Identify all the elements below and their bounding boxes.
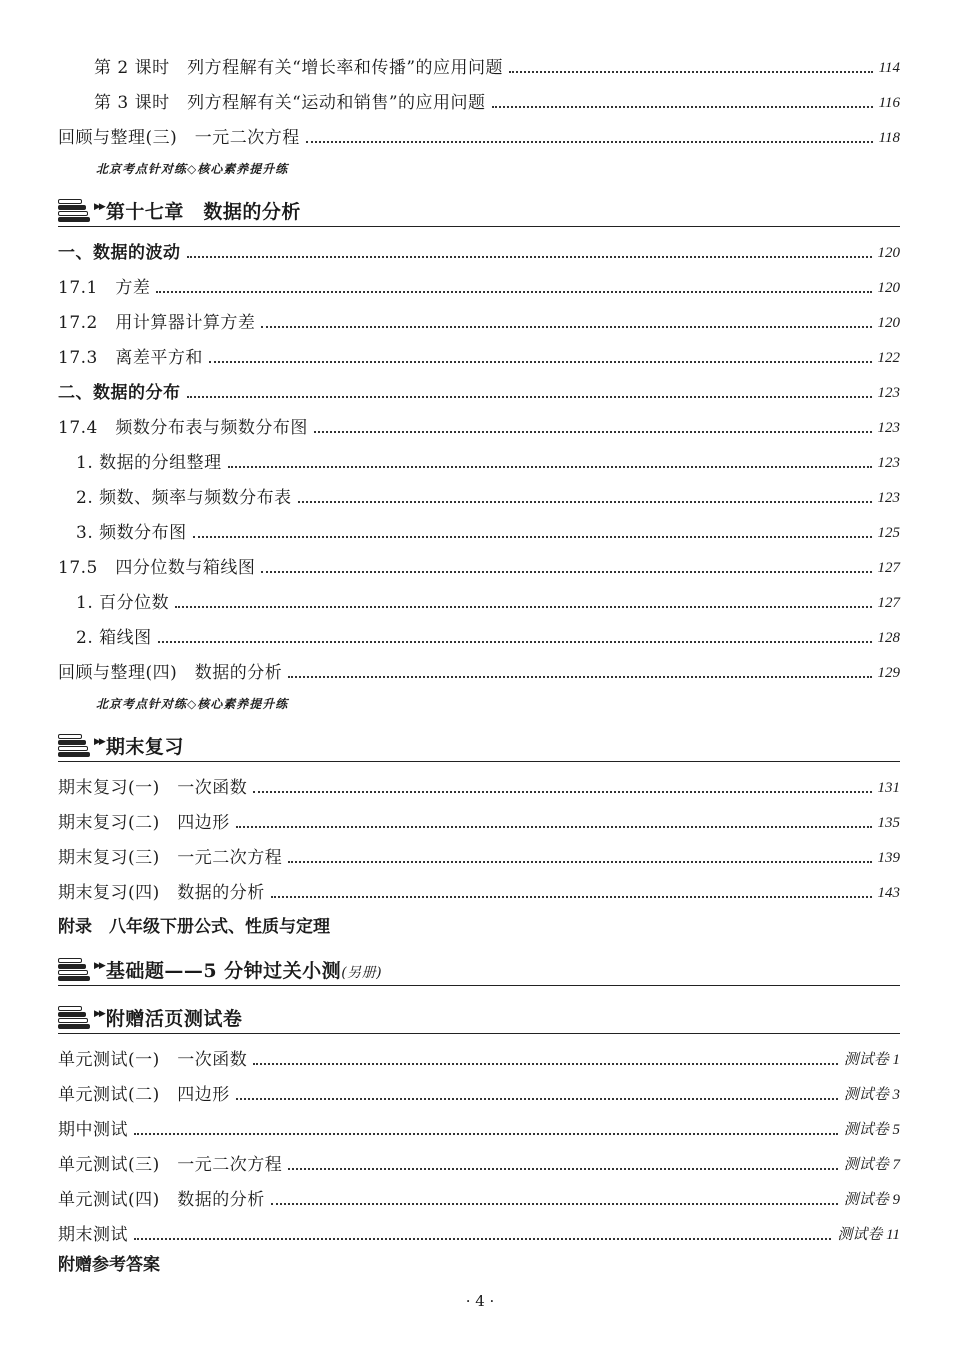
- toc-entry-label: 期末复习(三) 一元二次方程: [58, 848, 283, 868]
- section-title-text: 基础题——5 分钟过关小测: [105, 960, 342, 982]
- leader-dots: [492, 105, 873, 108]
- leader-dots: [253, 790, 871, 793]
- toc-entry-label: 单元测试(二) 四边形: [58, 1085, 230, 1105]
- toc-entry-page: 测试卷 5: [843, 1122, 900, 1138]
- toc-entry-label: 单元测试(四) 数据的分析: [58, 1190, 265, 1210]
- toc-entry-page: 129: [877, 665, 900, 681]
- toc-entry[interactable]: [58, 1075, 900, 1105]
- books-icon: [58, 958, 92, 982]
- toc-entry[interactable]: [58, 653, 900, 683]
- toc-entry-page: 143: [877, 885, 900, 901]
- toc-entry[interactable]: [58, 1040, 900, 1070]
- toc-entry-label: 期末复习(四) 数据的分析: [58, 883, 265, 903]
- toc-entry-label: 2. 频数、频率与频数分布表: [76, 488, 292, 508]
- section-header-chapter17: [58, 196, 900, 227]
- toc-entry-label: 期末测试: [58, 1225, 128, 1245]
- toc-entry[interactable]: [76, 443, 900, 473]
- arrow-icon: ▶▶: [94, 961, 104, 971]
- toc-entry-label: 第 2 课时 列方程解有关“增长率和传播”的应用问题: [94, 58, 504, 78]
- toc-entry[interactable]: [58, 548, 900, 578]
- toc-entry[interactable]: [58, 803, 900, 833]
- toc-entry-page: 123: [877, 455, 900, 471]
- leader-dots: [187, 255, 872, 258]
- toc-entry[interactable]: [94, 48, 900, 78]
- toc-entry-page: 120: [877, 315, 900, 331]
- toc-entry-page: 测试卷 11: [837, 1227, 900, 1243]
- toc-entry-label: 单元测试(一) 一次函数: [58, 1050, 248, 1070]
- leader-dots: [253, 1062, 837, 1065]
- answers-title[interactable]: 附赠参考答案: [58, 1255, 160, 1275]
- leader-dots: [209, 360, 872, 363]
- leader-dots: [236, 1097, 838, 1100]
- toc-entry-page: 125: [877, 525, 900, 541]
- toc-entry-label: 期末复习(二) 四边形: [58, 813, 230, 833]
- toc-entry-page: 120: [877, 280, 900, 296]
- arrow-icon: ▶▶: [94, 202, 104, 212]
- toc-entry[interactable]: [58, 873, 900, 903]
- section-title: 期末复习: [105, 736, 184, 758]
- toc-entry[interactable]: [58, 838, 900, 868]
- toc-entry-page: 123: [877, 420, 900, 436]
- toc-entry-page: 131: [877, 780, 900, 796]
- toc-entry-label: 期中测试: [58, 1120, 128, 1140]
- toc-entry[interactable]: [58, 233, 900, 263]
- leader-dots: [236, 825, 872, 828]
- toc-entry-label: 1. 数据的分组整理: [76, 453, 222, 473]
- toc-entry-page: 135: [877, 815, 900, 831]
- appendix-title[interactable]: 附录 八年级下册公式、性质与定理: [58, 917, 330, 937]
- toc-entry-label: 回顾与整理(三) 一元二次方程: [58, 128, 300, 148]
- section-title-note: (另册): [341, 965, 383, 981]
- toc-entry[interactable]: [58, 1180, 900, 1210]
- toc-entry-page: 123: [877, 385, 900, 401]
- leader-dots: [288, 860, 871, 863]
- leader-dots: [306, 140, 873, 143]
- leader-dots: [288, 675, 871, 678]
- toc-entry[interactable]: [58, 1110, 900, 1140]
- leader-dots: [187, 395, 872, 398]
- toc-entry[interactable]: [58, 1215, 900, 1245]
- toc-entry-page: 122: [877, 350, 900, 366]
- section-title: 第十七章 数据的分析: [105, 201, 301, 223]
- toc-entry-page: 116: [878, 95, 900, 111]
- section-header-tests: [58, 1003, 900, 1034]
- toc-entry[interactable]: [58, 1145, 900, 1175]
- toc-entry-label: 17.1 方差: [58, 278, 151, 298]
- leader-dots: [314, 430, 872, 433]
- leader-dots: [175, 605, 871, 608]
- toc-entry-label: 回顾与整理(四) 数据的分析: [58, 663, 283, 683]
- leader-dots: [288, 1167, 837, 1170]
- section-header-final-review: [58, 731, 900, 762]
- toc-entry-page: 测试卷 3: [843, 1087, 900, 1103]
- books-icon: [58, 734, 92, 758]
- toc-entry[interactable]: [76, 583, 900, 613]
- toc-entry-label: 单元测试(三) 一元二次方程: [58, 1155, 283, 1175]
- toc-entry[interactable]: [58, 768, 900, 798]
- toc-entry[interactable]: [58, 338, 900, 368]
- toc-entry-label: 17.3 离差平方和: [58, 348, 203, 368]
- toc-entry-label: 二、数据的分布: [58, 383, 181, 403]
- toc-entry-page: 128: [877, 630, 900, 646]
- leader-dots: [228, 465, 872, 468]
- leader-dots: [298, 500, 872, 503]
- leader-dots: [134, 1237, 831, 1240]
- toc-entry[interactable]: [58, 118, 900, 148]
- leader-dots: [271, 1202, 838, 1205]
- toc-entry[interactable]: [76, 618, 900, 648]
- practice-note: 北京考点针对练◇核心素养提升练: [96, 697, 289, 711]
- section-title: 附赠活页测试卷: [105, 1008, 243, 1030]
- toc-entry[interactable]: [58, 303, 900, 333]
- toc-entry-page: 123: [877, 490, 900, 506]
- toc-entry[interactable]: [58, 373, 900, 403]
- practice-note: 北京考点针对练◇核心素养提升练: [96, 162, 289, 176]
- toc-entry-page: 127: [877, 595, 900, 611]
- toc-entry[interactable]: [58, 268, 900, 298]
- toc-entry-label: 第 3 课时 列方程解有关“运动和销售”的应用问题: [94, 93, 486, 113]
- toc-entry-label: 17.5 四分位数与箱线图: [58, 558, 256, 578]
- section-title: [106, 956, 382, 983]
- toc-entry-label: 17.2 用计算器计算方差: [58, 313, 256, 333]
- toc-entry-page: 120: [877, 245, 900, 261]
- toc-entry[interactable]: [58, 408, 900, 438]
- toc-entry-label: 17.4 频数分布表与频数分布图: [58, 418, 308, 438]
- toc-entry-label: 一、数据的波动: [58, 243, 181, 263]
- leader-dots: [134, 1132, 838, 1135]
- leader-dots: [261, 325, 871, 328]
- toc-entry-page: 127: [877, 560, 900, 576]
- toc-entry-page: 测试卷 1: [843, 1052, 900, 1068]
- leader-dots: [271, 895, 872, 898]
- leader-dots: [158, 640, 872, 643]
- toc-entry-label: 期末复习(一) 一次函数: [58, 778, 248, 798]
- page-number: · 4 ·: [465, 1292, 495, 1310]
- toc-entry-label: 1. 百分位数: [76, 593, 170, 613]
- toc-entry[interactable]: [76, 478, 900, 508]
- leader-dots: [261, 570, 871, 573]
- leader-dots: [509, 70, 873, 73]
- toc-entry-label: 3. 频数分布图: [76, 523, 187, 543]
- toc-entry-page: 114: [878, 60, 900, 76]
- arrow-icon: ▶▶: [94, 1009, 104, 1019]
- toc-entry-page: 测试卷 7: [843, 1157, 900, 1173]
- toc-entry-page: 测试卷 9: [843, 1192, 900, 1208]
- books-icon: [58, 199, 92, 223]
- books-icon: [58, 1006, 92, 1030]
- section-header-basic-quiz: [58, 955, 900, 986]
- toc-entry-label: 2. 箱线图: [76, 628, 152, 648]
- arrow-icon: ▶▶: [94, 737, 104, 747]
- toc-entry[interactable]: [94, 83, 900, 113]
- toc-entry-page: 139: [877, 850, 900, 866]
- leader-dots: [156, 290, 871, 293]
- toc-entry[interactable]: [76, 513, 900, 543]
- toc-entry-page: 118: [878, 130, 900, 146]
- leader-dots: [193, 535, 872, 538]
